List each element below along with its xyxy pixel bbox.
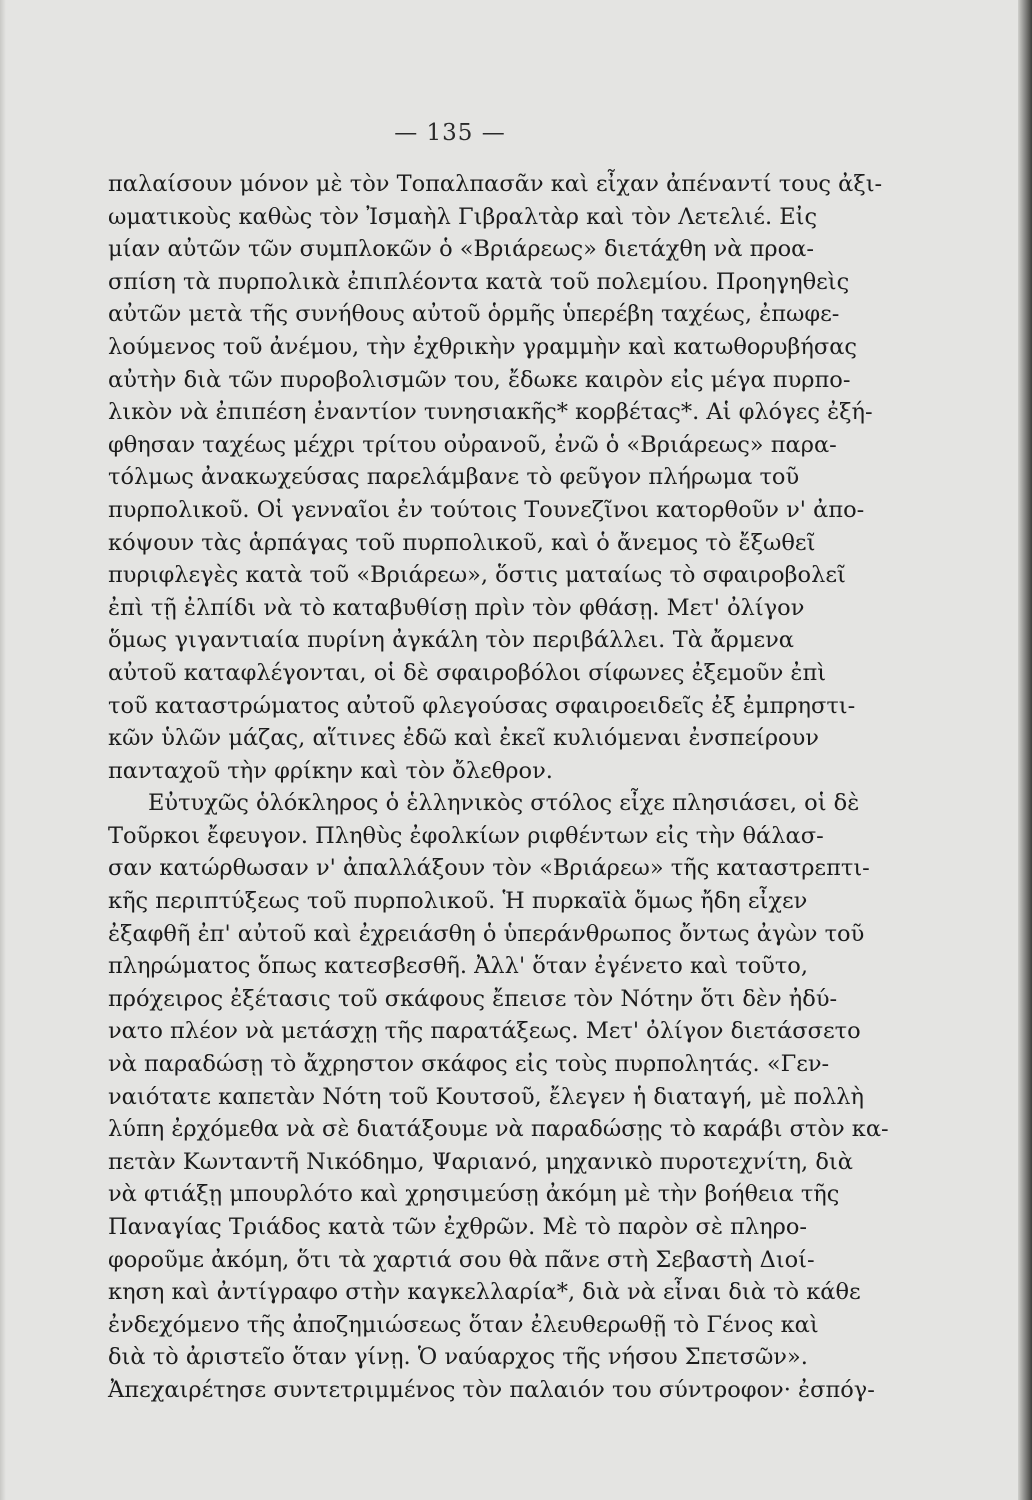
text-line: κῆς περιπτύξεως τοῦ πυρπολικοῦ. Ἡ πυρκαϊὰ ὅμως ἤδη εἶχεν xyxy=(108,888,808,915)
text-line: ναιότατε καπετὰν Νότη τοῦ Κουτσοῦ, ἔλεγεν ἡ διαταγή, μὲ πολλὴ xyxy=(108,1083,864,1110)
text-line: κόψουν τὰς ἁρπάγας τοῦ πυρπολικοῦ, καὶ ὁ ἄνεμος τὸ ἔξωθεῖ xyxy=(108,529,816,556)
text-line: Εὐτυχῶς ὁλόκληρος ὁ ἑλληνικὸς στόλος εἶχε πλησιάσει, οἱ δὲ xyxy=(148,790,860,817)
text-line: τόλμως ἀνακωχεύσας παρελάμβανε τὸ φεῦγον πλήρωμα τοῦ xyxy=(108,464,800,491)
text-line: διὰ τὸ ἀριστεῖο ὅταν γίνῃ. Ὁ ναύαρχος τῆς νήσου Σπετσῶν». xyxy=(108,1344,808,1371)
text-line: νὰ παραδώσῃ τὸ ἄχρηστον σκάφος εἰς τοὺς πυρπολητάς. «Γεν- xyxy=(108,1051,830,1078)
body-text xyxy=(108,168,889,1407)
text-line: μίαν αὐτῶν τῶν συμπλοκῶν ὁ «Βριάρεως» διετάχθη νὰ προα- xyxy=(108,236,814,263)
text-line: Ἀπεχαιρέτησε συντετριμμένος τὸν παλαιόν του σύντροφον· ἐσπόγ- xyxy=(108,1376,875,1403)
text-line: λύπη ἐρχόμεθα νὰ σὲ διατάξουμε νὰ παραδώσῃς τὸ καράβι στὸν κα- xyxy=(108,1116,889,1143)
text-line: τοῦ καταστρώματος αὐτοῦ φλεγούσας σφαιροειδεῖς ἐξ ἐμπρηστι- xyxy=(108,692,856,719)
text-line: Παναγίας Τριάδος κατὰ τῶν ἐχθρῶν. Μὲ τὸ παρὸν σὲ πληρο- xyxy=(108,1214,807,1240)
text-line: αὐτοῦ καταφλέγονται, οἱ δὲ σφαιροβόλοι σίφωνες ἐξεμοῦν ἐπὶ xyxy=(108,659,827,686)
page-number: — 135 — xyxy=(394,120,506,146)
text-line: κῶν ὑλῶν μάζας, αἵτινες ἐδῶ καὶ ἐκεῖ κυλιόμεναι ἐνσπείρουν xyxy=(108,725,819,752)
text-line: σαν κατώρθωσαν ν' ἀπαλλάξουν τὸν «Βριάρεω» τῆς καταστρεπτι- xyxy=(108,855,870,882)
text-line: πυρπολικοῦ. Οἱ γενναῖοι ἐν τούτοις Τουνεζῖνοι κατορθοῦν ν' ἀπο- xyxy=(108,496,865,523)
text-line: αὐτὴν διὰ τῶν πυροβολισμῶν του, ἔδωκε καιρὸν εἰς μέγα πυρπο- xyxy=(108,366,851,393)
text-line: αὐτῶν μετὰ τῆς συνήθους αὐτοῦ ὁρμῆς ὑπερέβη ταχέως, ἐπωφε- xyxy=(108,301,840,328)
text-line: πυριφλεγὲς κατὰ τοῦ «Βριάρεω», ὅστις ματαίως τὸ σφαιροβολεῖ xyxy=(108,562,846,589)
text-line: Τοῦρκοι ἔφευγον. Πληθὺς ἐφολκίων ριφθέντων εἰς τὴν θάλασ- xyxy=(108,822,824,849)
text-line: παλαίσουν μόνον μὲ τὸν Τοπαλπασᾶν καὶ εἶχαν ἀπέναντί τους ἀξι- xyxy=(108,171,883,197)
text-line: πανταχοῦ τὴν φρίκην καὶ τὸν ὄλεθρον. xyxy=(108,757,553,784)
text-line: κηση καὶ ἀντίγραφο στὴν καγκελλαρία*, διὰ νὰ εἶναι διὰ τὸ κάθε xyxy=(108,1279,861,1306)
text-line: ωματικοὺς καθὼς τὸν Ἰσμαὴλ Γιβραλτὰρ καὶ τὸν Λετελιέ. Εἰς xyxy=(108,203,818,230)
text-line: πληρώματος ὅπως κατεσβεσθῆ. Ἀλλ' ὅταν ἐγένετο καὶ τοῦτο, xyxy=(108,953,809,980)
text-line: νὰ φτιάξῃ μπουρλότο καὶ χρησιμεύσῃ ἀκόμη μὲ τὴν βοήθεια τῆς xyxy=(108,1181,840,1208)
text-line: λούμενος τοῦ ἀνέμου, τὴν ἐχθρικὴν γραμμὴν καὶ κατωθορυβήσας xyxy=(108,333,858,360)
text-line: σπίση τὰ πυρπολικὰ ἐπιπλέοντα κατὰ τοῦ πολεμίου. Προηγηθεὶς xyxy=(108,268,850,295)
text-line: πρόχειρος ἐξέτασις τοῦ σκάφους ἔπεισε τὸν Νότην ὅτι δὲν ἠδύ- xyxy=(108,985,838,1012)
text-line: φοροῦμε ἀκόμη, ὅτι τὰ χαρτιά σου θὰ πᾶνε στὴ Σεβαστὴ Διοί- xyxy=(108,1246,815,1273)
text-line: ἐνδεχόμενο τῆς ἀποζημιώσεως ὅταν ἐλευθερωθῇ τὸ Γένος καὶ xyxy=(108,1311,819,1338)
text-line: πετὰν Κωνταντῆ Νικόδημο, Ψαριανό, μηχανικὸ πυροτεχνίτη, διὰ xyxy=(108,1148,853,1175)
page-edge-shadow xyxy=(1018,0,1032,1500)
text-line: ὅμως γιγαντιαία πυρίνη ἀγκάλη τὸν περιβάλλει. Τὰ ἄρμενα xyxy=(108,627,794,654)
text-line: ἐπὶ τῇ ἐλπίδι νὰ τὸ καταβυθίσῃ πρὶν τὸν φθάσῃ. Μετ' ὀλίγον xyxy=(108,594,805,621)
text-line: νατο πλέον νὰ μετάσχῃ τῆς παρατάξεως. Μετ' ὀλίγον διετάσσετο xyxy=(108,1018,861,1045)
page-left-edge xyxy=(0,0,6,1500)
text-line: λικὸν νὰ ἐπιπέση ἐναντίον τυνησιακῆς* κορβέτας*. Αἱ φλόγες ἐξή- xyxy=(108,399,873,426)
text-line: φθησαν ταχέως μέχρι τρίτου οὐρανοῦ, ἐνῶ ὁ «Βριάρεως» παρα- xyxy=(108,431,837,458)
text-line: ἐξαφθῆ ἐπ' αὐτοῦ καὶ ἐχρειάσθη ὁ ὑπεράνθρωπος ὄντως ἀγὼν τοῦ xyxy=(108,920,865,947)
